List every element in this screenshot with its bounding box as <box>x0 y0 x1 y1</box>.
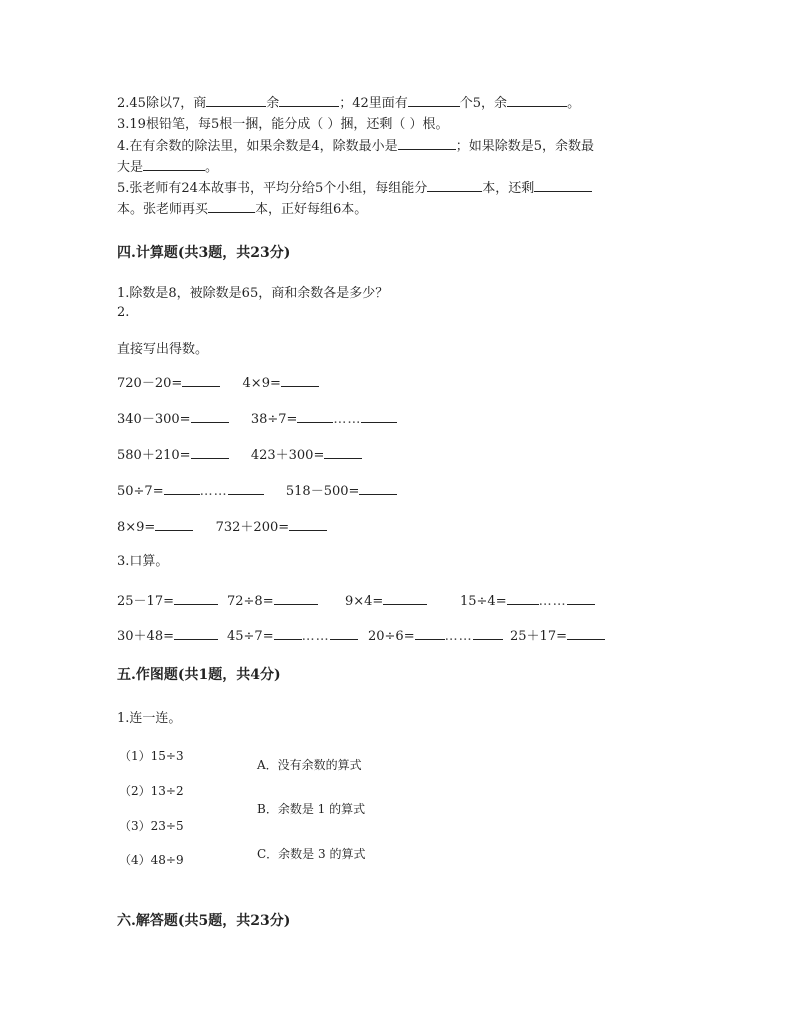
answer-blank[interactable] <box>361 410 397 423</box>
answer-blank[interactable] <box>415 627 445 640</box>
match-right-item[interactable]: C．余数是 3 的算式 <box>257 847 366 861</box>
oral-item <box>227 627 358 646</box>
answer-blank[interactable] <box>164 482 200 495</box>
match-right-item[interactable]: A．没有余数的算式 <box>257 758 362 772</box>
match-left-item[interactable]: （2）13÷2 <box>119 784 184 798</box>
text: ；如果除数是5，余数最 <box>455 139 594 154</box>
answer-blank[interactable] <box>191 410 229 423</box>
section-4-heading: 四.计算题(共3题，共23分) <box>117 245 291 261</box>
answer-blank[interactable] <box>174 592 218 605</box>
answer-blank[interactable] <box>279 94 339 107</box>
text: 4.在有余数的除法里，如果余数是4，除数最小是 <box>117 139 398 154</box>
text: 余 <box>266 96 280 111</box>
calc-row <box>117 410 397 429</box>
oral-item <box>117 592 218 611</box>
answer-blank[interactable] <box>155 518 193 531</box>
answer-blank[interactable] <box>473 627 503 640</box>
text: 本。张老师再买 <box>117 202 209 217</box>
answer-blank[interactable] <box>324 446 362 459</box>
expression: 45÷7= <box>227 629 274 644</box>
answer-blank[interactable] <box>507 592 539 605</box>
answer-blank[interactable] <box>208 200 255 213</box>
answer-blank[interactable] <box>330 627 358 640</box>
remainder-dots: …… <box>301 629 330 644</box>
answer-blank[interactable] <box>567 592 595 605</box>
expression: 25－17= <box>117 594 174 609</box>
answer-blank[interactable] <box>274 592 318 605</box>
answer-blank[interactable] <box>534 179 592 192</box>
text: 2.45除以7，商 <box>117 96 207 111</box>
expression: 50÷7= <box>117 484 164 499</box>
remainder-dots: …… <box>444 629 473 644</box>
text: 个5，余 <box>459 96 508 111</box>
text: 5.张老师有24本故事书，平均分给5个小组，每组能分 <box>117 181 428 196</box>
expression: 518－500= <box>285 484 360 499</box>
expression: 580＋210= <box>117 448 191 463</box>
expression: 25＋17= <box>510 629 567 644</box>
match-left-item[interactable]: （3）23÷5 <box>119 819 184 833</box>
answer-blank[interactable] <box>143 158 205 171</box>
answer-blank[interactable] <box>274 627 302 640</box>
text: 大是 <box>117 160 144 175</box>
expression: 340－300= <box>117 412 191 427</box>
answer-blank[interactable] <box>297 410 333 423</box>
text: 。 <box>205 160 219 175</box>
remainder-dots: …… <box>333 412 362 427</box>
answer-blank[interactable] <box>427 179 482 192</box>
answer-blank[interactable] <box>567 627 605 640</box>
expression: 9×4= <box>345 594 384 609</box>
direct-answer-title: 直接写出得数。 <box>117 342 209 357</box>
answer-blank[interactable] <box>383 592 427 605</box>
match-left-item[interactable]: （4）48÷9 <box>119 853 184 867</box>
section-5-heading: 五.作图题(共1题，共4分) <box>117 667 281 683</box>
oral-calc-title: 3.口算。 <box>117 554 169 569</box>
section-5-question-1: 1.连一连。 <box>117 711 182 726</box>
expression: 423＋300= <box>250 448 325 463</box>
text: 本，还剩 <box>482 181 535 196</box>
oral-item <box>460 592 595 611</box>
answer-blank[interactable] <box>408 94 460 107</box>
oral-item <box>227 592 318 611</box>
oral-item <box>117 627 218 646</box>
answer-blank[interactable] <box>206 94 266 107</box>
answer-blank[interactable] <box>398 137 456 150</box>
answer-blank[interactable] <box>507 94 567 107</box>
expression: 38÷7= <box>250 412 298 427</box>
section-4-question-2: 2. <box>117 305 130 320</box>
answer-blank[interactable] <box>182 374 220 387</box>
section-6-heading: 六.解答题(共5题，共23分) <box>117 913 291 929</box>
section-4-question-1: 1.除数是8，被除数是65，商和余数各是多少？ <box>117 286 389 301</box>
oral-item <box>368 627 503 646</box>
remainder-dots: …… <box>199 484 228 499</box>
text: 本，正好每组6本。 <box>255 202 368 217</box>
match-left-item[interactable]: （1）15÷3 <box>119 749 184 763</box>
expression: 15÷4= <box>460 594 507 609</box>
expression: 20÷6= <box>368 629 415 644</box>
question-5-fill <box>117 179 592 198</box>
answer-blank[interactable] <box>289 518 327 531</box>
text: ；42里面有 <box>339 96 408 111</box>
remainder-dots: …… <box>538 594 567 609</box>
calc-row <box>117 518 327 537</box>
question-4-fill-cont <box>117 158 218 177</box>
question-2-fill <box>117 94 580 113</box>
expression: 4×9= <box>242 376 281 391</box>
calc-row <box>117 374 319 393</box>
answer-blank[interactable] <box>228 482 264 495</box>
question-5-fill-cont <box>117 200 367 219</box>
text: 3.19根铅笔，每5根一捆，能分成（ ）捆，还剩（ ）根。 <box>117 117 449 132</box>
answer-blank[interactable] <box>174 627 218 640</box>
expression: 720－20= <box>117 376 183 391</box>
expression: 8×9= <box>117 520 156 535</box>
match-right-item[interactable]: B．余数是 1 的算式 <box>257 802 366 816</box>
expression: 30＋48= <box>117 629 174 644</box>
calc-row <box>117 482 397 501</box>
answer-blank[interactable] <box>359 482 397 495</box>
expression: 732＋200= <box>215 520 290 535</box>
answer-blank[interactable] <box>281 374 319 387</box>
answer-blank[interactable] <box>191 446 229 459</box>
question-4-fill <box>117 137 594 156</box>
text: 。 <box>567 96 581 111</box>
expression: 72÷8= <box>227 594 274 609</box>
oral-item <box>510 627 605 646</box>
question-3-fill <box>117 116 448 134</box>
calc-row <box>117 446 362 465</box>
oral-item <box>345 592 427 611</box>
